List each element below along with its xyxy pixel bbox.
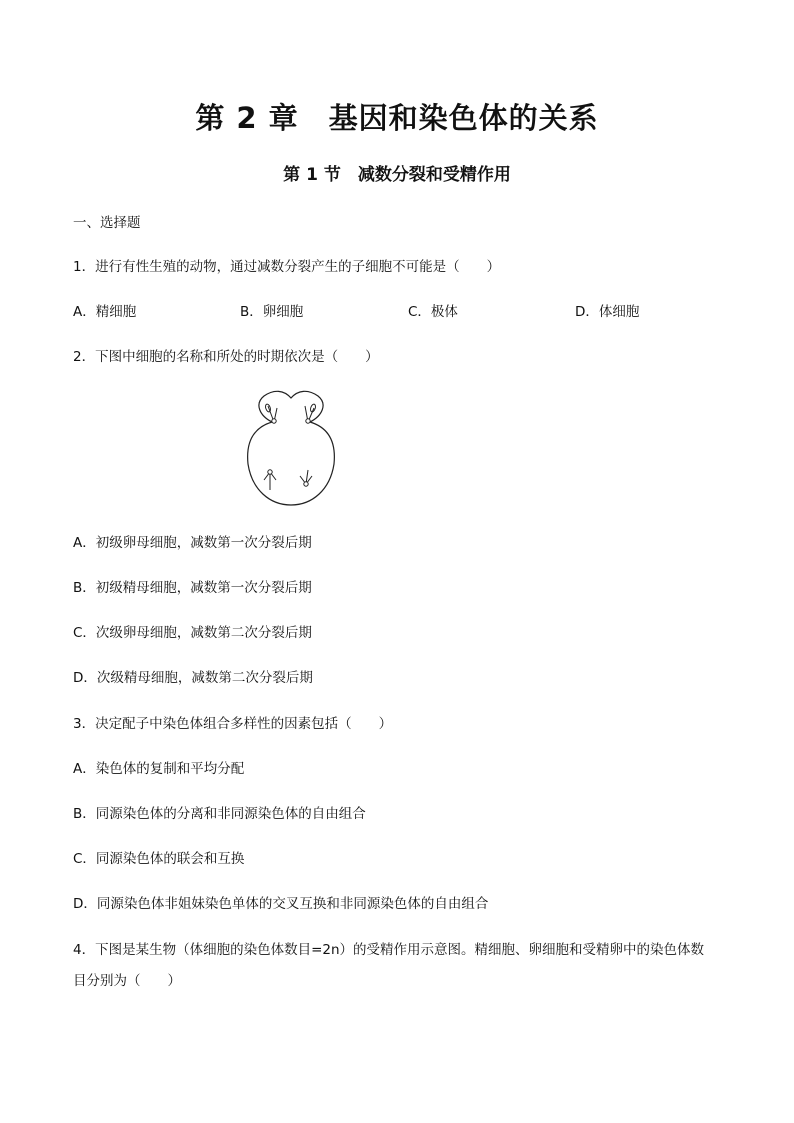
question-2-option-b: B．初级精母细胞，减数第一次分裂后期 <box>73 580 312 596</box>
question-1-option-c: C．极体 <box>408 304 458 320</box>
question-2-stem: 2．下图中细胞的名称和所处的时期依次是（ ） <box>73 349 379 365</box>
chromosome-lower-left <box>264 470 276 490</box>
question-4-stem-line-1: 4．下图是某生物（体细胞的染色体数目=2n）的受精作用示意图。精细胞、卵细胞和受精卵中的染色体数 <box>73 942 705 958</box>
question-3-option-c: C．同源染色体的联会和互换 <box>73 851 245 867</box>
question-3-option-d: D．同源染色体非姐妹染色单体的交叉互换和非同源染色体的自由组合 <box>73 896 489 912</box>
question-4-stem-line-2: 目分别为（ ） <box>73 973 181 989</box>
cell-diagram <box>244 386 338 516</box>
question-3-option-b: B．同源染色体的分离和非同源染色体的自由组合 <box>73 806 366 822</box>
question-1-option-b: B．卵细胞 <box>240 304 304 320</box>
chromosome-upper-left <box>265 403 277 423</box>
question-1-stem: 1．进行有性生殖的动物，通过减数分裂产生的子细胞不可能是（ ） <box>73 259 501 275</box>
question-1-option-a: A．精细胞 <box>73 304 137 320</box>
question-2-option-d: D．次级精母细胞，减数第二次分裂后期 <box>73 670 313 686</box>
dividing-cell-figure <box>244 386 338 520</box>
part-label: 一、选择题 <box>73 215 141 231</box>
question-3-option-a: A．染色体的复制和平均分配 <box>73 761 245 777</box>
section-title: 第 1 节 减数分裂和受精作用 <box>283 165 511 185</box>
question-2-option-c: C．次级卵母细胞，减数第二次分裂后期 <box>73 625 312 641</box>
cell-membrane <box>248 391 335 505</box>
chromosome-lower-right <box>300 470 312 486</box>
question-2-option-a: A．初级卵母细胞，减数第一次分裂后期 <box>73 535 312 551</box>
chapter-title: 第 2 章 基因和染色体的关系 <box>195 101 599 135</box>
question-1-option-d: D．体细胞 <box>575 304 640 320</box>
chromosome-upper-right <box>305 403 316 423</box>
question-3-stem: 3．决定配子中染色体组合多样性的因素包括（ ） <box>73 716 393 732</box>
